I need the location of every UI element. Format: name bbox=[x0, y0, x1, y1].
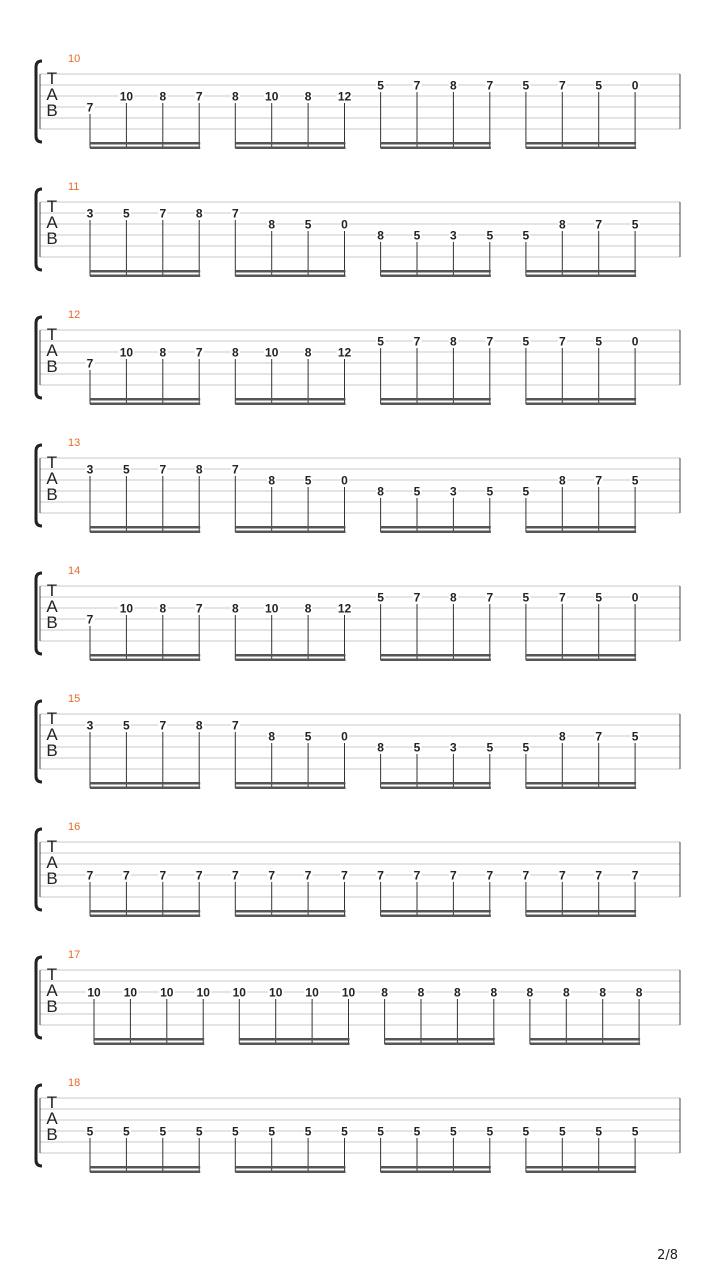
fret-number: 7 bbox=[413, 78, 421, 93]
fret-number: 7 bbox=[595, 868, 603, 883]
beam bbox=[239, 1038, 349, 1041]
beam bbox=[526, 782, 636, 785]
measure-number: 16 bbox=[68, 821, 81, 833]
beam bbox=[526, 270, 636, 273]
beam bbox=[526, 142, 636, 145]
fret-number: 7 bbox=[268, 868, 276, 883]
fret-number: 10 bbox=[119, 89, 134, 104]
fret-number: 7 bbox=[486, 78, 494, 93]
fret-number: 0 bbox=[631, 334, 639, 349]
fret-number: 5 bbox=[631, 1124, 639, 1139]
tab-system bbox=[36, 949, 680, 1045]
beam bbox=[526, 910, 636, 913]
fret-number: 5 bbox=[522, 228, 530, 243]
fret-number: 12 bbox=[337, 601, 352, 616]
beam bbox=[235, 531, 345, 534]
fret-number: 10 bbox=[305, 985, 319, 1000]
fret-number: 7 bbox=[486, 334, 494, 349]
tab-clef-letter: T bbox=[46, 69, 58, 88]
fret-number: 10 bbox=[160, 985, 174, 1000]
fret-number: 7 bbox=[450, 868, 457, 883]
fret-number: 7 bbox=[486, 590, 494, 605]
beam bbox=[90, 782, 200, 785]
measure-number: 18 bbox=[68, 1077, 81, 1089]
tab-clef-letter: A bbox=[46, 1109, 58, 1128]
fret-number: 0 bbox=[631, 590, 639, 605]
tab-clef-letter: B bbox=[46, 229, 58, 248]
fret-number: 8 bbox=[195, 462, 203, 477]
fret-number: 10 bbox=[265, 345, 279, 360]
fret-number: 7 bbox=[231, 462, 239, 477]
fret-number: 8 bbox=[558, 217, 566, 232]
fret-number: 8 bbox=[377, 740, 384, 755]
fret-number: 7 bbox=[558, 590, 566, 605]
page-number: 2/8 bbox=[657, 1248, 678, 1263]
tab-clef-letter: A bbox=[46, 85, 58, 104]
tab-system bbox=[36, 821, 680, 917]
fret-number: 8 bbox=[231, 345, 239, 360]
tab-clef-letter: B bbox=[46, 485, 58, 504]
beam bbox=[235, 910, 345, 913]
beam bbox=[381, 142, 491, 145]
beam bbox=[381, 275, 491, 278]
beam bbox=[235, 526, 345, 529]
fret-number: 8 bbox=[381, 985, 388, 1000]
beam bbox=[526, 526, 636, 529]
measure-number: 14 bbox=[68, 565, 81, 577]
measure-number: 15 bbox=[68, 693, 81, 705]
fret-number: 5 bbox=[304, 473, 312, 488]
fret-number: 7 bbox=[413, 868, 421, 883]
fret-number: 7 bbox=[195, 89, 203, 104]
tab-clef-letter: A bbox=[46, 981, 58, 1000]
system-bracket bbox=[36, 701, 42, 782]
fret-number: 10 bbox=[87, 985, 101, 1000]
beam bbox=[526, 275, 636, 278]
fret-number: 5 bbox=[486, 1124, 494, 1139]
beam bbox=[526, 147, 636, 150]
fret-number: 8 bbox=[454, 985, 461, 1000]
fret-number: 12 bbox=[337, 345, 352, 360]
tab-clef-letter: T bbox=[46, 1093, 58, 1112]
beam bbox=[381, 910, 491, 913]
beam bbox=[385, 1043, 495, 1046]
fret-number: 8 bbox=[526, 985, 534, 1000]
fret-number: 7 bbox=[377, 868, 384, 883]
fret-number: 7 bbox=[595, 729, 603, 744]
fret-number: 8 bbox=[599, 985, 607, 1000]
fret-number: 5 bbox=[268, 1124, 276, 1139]
fret-number: 5 bbox=[595, 590, 603, 605]
fret-number: 0 bbox=[341, 473, 348, 488]
fret-number: 8 bbox=[268, 217, 276, 232]
beam bbox=[381, 398, 491, 401]
measure-number: 13 bbox=[68, 437, 81, 449]
fret-number: 5 bbox=[631, 217, 639, 232]
beam bbox=[90, 787, 200, 790]
fret-number: 0 bbox=[631, 78, 639, 93]
fret-number: 7 bbox=[86, 612, 94, 627]
beam bbox=[526, 915, 636, 918]
tab-clef-letter: A bbox=[46, 213, 58, 232]
beam bbox=[94, 1043, 204, 1046]
beam bbox=[526, 659, 636, 662]
fret-number: 5 bbox=[304, 729, 312, 744]
fret-number: 5 bbox=[522, 484, 530, 499]
fret-number: 5 bbox=[195, 1124, 203, 1139]
fret-number: 5 bbox=[304, 1124, 312, 1139]
fret-number: 7 bbox=[195, 868, 203, 883]
fret-number: 8 bbox=[450, 334, 457, 349]
tab-clef-letter: T bbox=[46, 837, 58, 856]
fret-number: 8 bbox=[490, 985, 498, 1000]
beam bbox=[526, 787, 636, 790]
fret-number: 10 bbox=[123, 985, 138, 1000]
fret-number: 5 bbox=[522, 590, 530, 605]
tab-clef-letter: B bbox=[46, 741, 58, 760]
fret-number: 5 bbox=[86, 1124, 94, 1139]
tab-system bbox=[36, 53, 680, 149]
tab-system bbox=[36, 1077, 680, 1173]
fret-number: 5 bbox=[595, 78, 603, 93]
tab-clef-letter: T bbox=[46, 325, 58, 344]
fret-number: 8 bbox=[558, 473, 566, 488]
beam bbox=[381, 531, 491, 534]
beam bbox=[381, 1166, 491, 1169]
fret-number: 5 bbox=[413, 1124, 421, 1139]
fret-number: 5 bbox=[595, 334, 603, 349]
fret-number: 7 bbox=[159, 462, 167, 477]
fret-number: 3 bbox=[450, 484, 457, 499]
fret-number: 5 bbox=[486, 740, 494, 755]
system-bracket bbox=[36, 317, 42, 398]
system-bracket bbox=[36, 829, 42, 910]
measure-number: 17 bbox=[68, 949, 81, 961]
fret-number: 7 bbox=[558, 868, 566, 883]
beam bbox=[235, 275, 345, 278]
fret-number: 7 bbox=[522, 868, 530, 883]
beam bbox=[381, 659, 491, 662]
fret-number: 5 bbox=[377, 1124, 384, 1139]
tab-system bbox=[36, 565, 680, 661]
beam bbox=[90, 1171, 200, 1174]
measure-number: 10 bbox=[68, 53, 81, 65]
fret-number: 0 bbox=[341, 217, 348, 232]
fret-number: 5 bbox=[486, 228, 494, 243]
fret-number: 8 bbox=[562, 985, 570, 1000]
system-bracket bbox=[36, 61, 42, 142]
beam bbox=[235, 142, 345, 145]
beam bbox=[526, 398, 636, 401]
tab-clef-letter: A bbox=[46, 469, 58, 488]
tab-clef-letter: A bbox=[46, 341, 58, 360]
fret-number: 5 bbox=[377, 78, 384, 93]
fret-number: 5 bbox=[522, 334, 530, 349]
fret-number: 7 bbox=[159, 718, 167, 733]
beam bbox=[90, 403, 200, 406]
fret-number: 10 bbox=[265, 601, 279, 616]
beam bbox=[526, 654, 636, 657]
beam bbox=[526, 1171, 636, 1174]
beam bbox=[235, 270, 345, 273]
fret-number: 7 bbox=[595, 473, 603, 488]
beam bbox=[381, 147, 491, 150]
fret-number: 7 bbox=[413, 334, 421, 349]
system-bracket bbox=[36, 957, 42, 1038]
beam bbox=[90, 526, 200, 529]
beam bbox=[381, 270, 491, 273]
beam bbox=[235, 654, 345, 657]
fret-number: 8 bbox=[268, 729, 276, 744]
fret-number: 10 bbox=[265, 89, 279, 104]
beam bbox=[239, 1043, 349, 1046]
fret-number: 8 bbox=[195, 206, 203, 221]
beam bbox=[530, 1043, 640, 1046]
fret-number: 5 bbox=[304, 217, 312, 232]
fret-number: 10 bbox=[119, 345, 134, 360]
fret-number: 3 bbox=[86, 462, 94, 477]
beam bbox=[90, 654, 200, 657]
fret-number: 7 bbox=[231, 718, 239, 733]
fret-number: 5 bbox=[413, 484, 421, 499]
fret-number: 7 bbox=[159, 868, 167, 883]
fret-number: 5 bbox=[123, 206, 130, 221]
tab-clef-letter: A bbox=[46, 725, 58, 744]
beam bbox=[235, 782, 345, 785]
beam bbox=[235, 915, 345, 918]
beam bbox=[381, 403, 491, 406]
fret-number: 5 bbox=[377, 334, 384, 349]
fret-number: 5 bbox=[413, 228, 421, 243]
fret-number: 8 bbox=[268, 473, 276, 488]
beam bbox=[90, 147, 200, 150]
fret-number: 7 bbox=[341, 868, 348, 883]
fret-number: 5 bbox=[595, 1124, 603, 1139]
tab-clef-letter: B bbox=[46, 1125, 58, 1144]
fret-number: 5 bbox=[413, 740, 421, 755]
beam bbox=[235, 403, 345, 406]
fret-number: 5 bbox=[522, 78, 530, 93]
fret-number: 7 bbox=[231, 206, 239, 221]
beam bbox=[235, 1166, 345, 1169]
fret-number: 5 bbox=[123, 718, 130, 733]
beam bbox=[90, 275, 200, 278]
tab-clef-letter: T bbox=[46, 453, 58, 472]
tab-clef-letter: A bbox=[46, 853, 58, 872]
fret-number: 12 bbox=[337, 89, 352, 104]
tab-clef-letter: B bbox=[46, 869, 58, 888]
beam bbox=[381, 782, 491, 785]
fret-number: 7 bbox=[159, 206, 167, 221]
fret-number: 5 bbox=[522, 1124, 530, 1139]
fret-number: 8 bbox=[377, 484, 384, 499]
fret-number: 7 bbox=[631, 868, 639, 883]
beam bbox=[90, 1166, 200, 1169]
fret-number: 7 bbox=[558, 78, 566, 93]
fret-number: 10 bbox=[119, 601, 134, 616]
fret-number: 8 bbox=[635, 985, 643, 1000]
fret-number: 3 bbox=[86, 718, 94, 733]
beam bbox=[381, 915, 491, 918]
tab-clef-letter: B bbox=[46, 613, 58, 632]
beam bbox=[385, 1038, 495, 1041]
fret-number: 10 bbox=[341, 985, 356, 1000]
beam bbox=[381, 526, 491, 529]
fret-number: 5 bbox=[631, 473, 639, 488]
beam bbox=[235, 659, 345, 662]
beam bbox=[90, 270, 200, 273]
beam bbox=[235, 787, 345, 790]
fret-number: 5 bbox=[450, 1124, 457, 1139]
tab-system bbox=[36, 181, 680, 277]
beam bbox=[90, 398, 200, 401]
fret-number: 8 bbox=[304, 601, 312, 616]
fret-number: 7 bbox=[558, 334, 566, 349]
fret-number: 7 bbox=[86, 868, 94, 883]
tab-clef-letter: B bbox=[46, 997, 58, 1016]
fret-number: 7 bbox=[195, 345, 203, 360]
tab-clef-letter: T bbox=[46, 709, 58, 728]
fret-number: 10 bbox=[269, 985, 283, 1000]
fret-number: 10 bbox=[196, 985, 210, 1000]
system-bracket bbox=[36, 1085, 42, 1166]
beam bbox=[381, 787, 491, 790]
tab-clef-letter: B bbox=[46, 101, 58, 120]
beam bbox=[530, 1038, 640, 1041]
measure-number: 11 bbox=[68, 181, 80, 193]
tab-clef-letter: B bbox=[46, 357, 58, 376]
beam bbox=[381, 1171, 491, 1174]
fret-number: 8 bbox=[450, 78, 457, 93]
beam bbox=[90, 531, 200, 534]
tab-clef-letter: T bbox=[46, 581, 58, 600]
beam bbox=[90, 915, 200, 918]
beam bbox=[90, 142, 200, 145]
tab-clef-letter: T bbox=[46, 197, 58, 216]
beam bbox=[235, 398, 345, 401]
fret-number: 5 bbox=[558, 1124, 566, 1139]
system-bracket bbox=[36, 445, 42, 526]
fret-number: 8 bbox=[450, 590, 457, 605]
fret-number: 7 bbox=[595, 217, 603, 232]
beam bbox=[90, 659, 200, 662]
fret-number: 8 bbox=[304, 89, 312, 104]
fret-number: 8 bbox=[231, 89, 239, 104]
tab-clef-letter: T bbox=[46, 965, 58, 984]
fret-number: 7 bbox=[304, 868, 312, 883]
fret-number: 5 bbox=[377, 590, 384, 605]
beam bbox=[526, 1166, 636, 1169]
fret-number: 5 bbox=[486, 484, 494, 499]
fret-number: 10 bbox=[232, 985, 246, 1000]
beam bbox=[235, 147, 345, 150]
fret-number: 8 bbox=[304, 345, 312, 360]
fret-number: 7 bbox=[195, 601, 203, 616]
measure-number: 12 bbox=[68, 309, 81, 321]
system-bracket bbox=[36, 573, 42, 654]
fret-number: 5 bbox=[159, 1124, 167, 1139]
beam bbox=[235, 1171, 345, 1174]
fret-number: 8 bbox=[377, 228, 384, 243]
beam bbox=[526, 531, 636, 534]
fret-number: 8 bbox=[159, 345, 167, 360]
fret-number: 8 bbox=[231, 601, 239, 616]
fret-number: 5 bbox=[123, 1124, 130, 1139]
fret-number: 7 bbox=[413, 590, 421, 605]
fret-number: 5 bbox=[231, 1124, 239, 1139]
fret-number: 3 bbox=[450, 228, 457, 243]
beam bbox=[90, 910, 200, 913]
beam bbox=[381, 654, 491, 657]
tab-system bbox=[36, 309, 680, 405]
fret-number: 3 bbox=[86, 206, 94, 221]
beam bbox=[526, 403, 636, 406]
fret-number: 7 bbox=[486, 868, 494, 883]
fret-number: 5 bbox=[522, 740, 530, 755]
fret-number: 5 bbox=[341, 1124, 348, 1139]
fret-number: 8 bbox=[195, 718, 203, 733]
beam bbox=[94, 1038, 204, 1041]
tab-system bbox=[36, 693, 680, 789]
fret-number: 5 bbox=[631, 729, 639, 744]
fret-number: 7 bbox=[123, 868, 130, 883]
system-bracket bbox=[36, 189, 42, 270]
fret-number: 7 bbox=[86, 356, 94, 371]
fret-number: 7 bbox=[231, 868, 239, 883]
tab-clef-letter: A bbox=[46, 597, 58, 616]
fret-number: 7 bbox=[86, 100, 94, 115]
fret-number: 0 bbox=[341, 729, 348, 744]
fret-number: 5 bbox=[123, 462, 130, 477]
fret-number: 8 bbox=[159, 89, 167, 104]
fret-number: 8 bbox=[417, 985, 425, 1000]
fret-number: 8 bbox=[558, 729, 566, 744]
tab-system bbox=[36, 437, 680, 533]
fret-number: 8 bbox=[159, 601, 167, 616]
fret-number: 3 bbox=[450, 740, 457, 755]
